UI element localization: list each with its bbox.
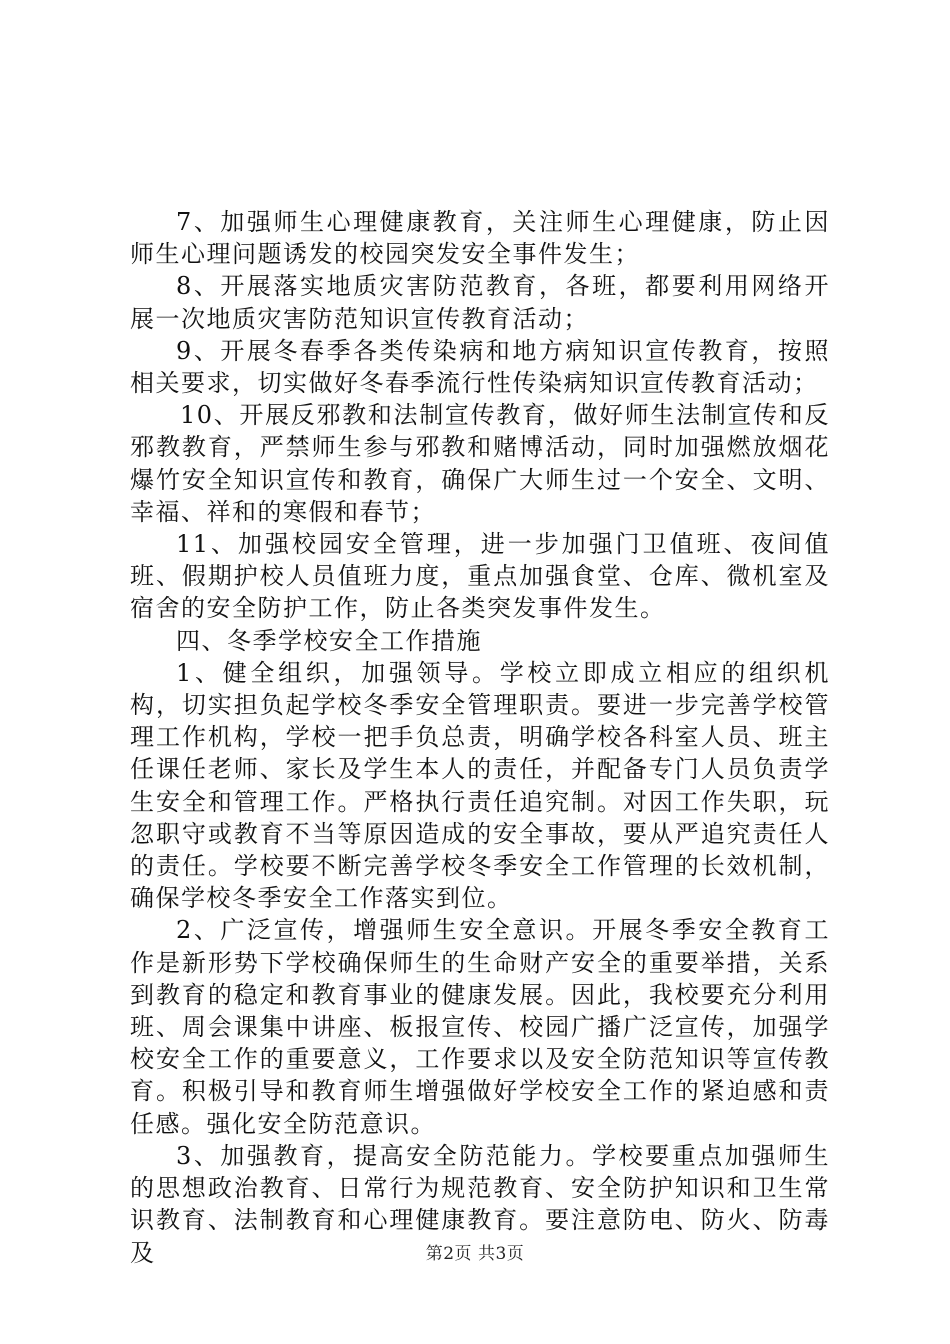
paragraph-item-11: 11、加强校园安全管理，进一步加强门卫值班、夜间值班、假期护校人员值班力度，重点加强食堂、仓库、微机室及宿舍的安全防护工作，防止各类突发事件发生。	[130, 530, 830, 623]
paragraph-item-9: 9、开展冬春季各类传染病和地方病知识宣传教育，按照相关要求，切实做好冬春季流行性传染病知识宣传教育活动；	[130, 336, 830, 398]
document-body	[130, 206, 830, 1269]
paragraph-item-7: 7、加强师生心理健康教育，关注师生心理健康，防止因师生心理问题诱发的校园突发安全事件发生；	[130, 208, 830, 269]
paragraph-item-10: 10、开展反邪教和法制宣传教育，做好师生法制宣传和反邪教教育，严禁师生参与邪教和赌博活动，同时加强燃放烟花爆竹安全知识宣传和教育，确保广大师生过一个安全、文明、幸福、祥和的寒假和春节；	[130, 401, 830, 526]
paragraph-measure-1: 1、健全组织，加强领导。学校立即成立相应的组织机构，切实担负起学校冬季安全管理职责。要进一步完善学校管理工作机构，学校一把手负总责，明确学校各科室人员、班主任课任老师、家长及学生本人的责任，并配备专门人员负责学生安全和管理工作。严格执行责任追究制。对因工作失职，玩忽职守或教育不当等原因造成的安全事故，要从严追究责任人的责任。学校要不断完善学校冬季安全工作管理的长效机制，确保学校冬季安全工作落实到位。	[130, 658, 830, 913]
paragraph-measure-3: 3、加强教育，提高安全防范能力。学校要重点加强师生的思想政治教育、日常行为规范教育、安全防护知识和卫生常识教育、法制教育和心理健康教育。要注意防电、防火、防毒及	[130, 1141, 830, 1267]
section-heading-measures: 四、冬季学校安全工作措施	[176, 626, 482, 655]
paragraph-item-8: 8、开展落实地质灾害防范教育，各班，都要利用网络开展一次地质灾害防范知识宣传教育活动；	[130, 272, 830, 333]
paragraph-measure-2: 2、广泛宣传，增强师生安全意识。开展冬季安全教育工作是新形势下学校确保师生的生命财产安全的重要举措，关系到教育的稳定和教育事业的健康发展。因此，我校要充分利用班、周会课集中讲座、板报宣传、校园广播广泛宣传，加强学校安全工作的重要意义，工作要求以及安全防范知识等宣传教育。积极引导和教育师生增强做好学校安全工作的紧迫感和责任感。强化安全防范意识。	[130, 916, 830, 1138]
page-number-footer: 第2页 共3页	[425, 1244, 525, 1264]
